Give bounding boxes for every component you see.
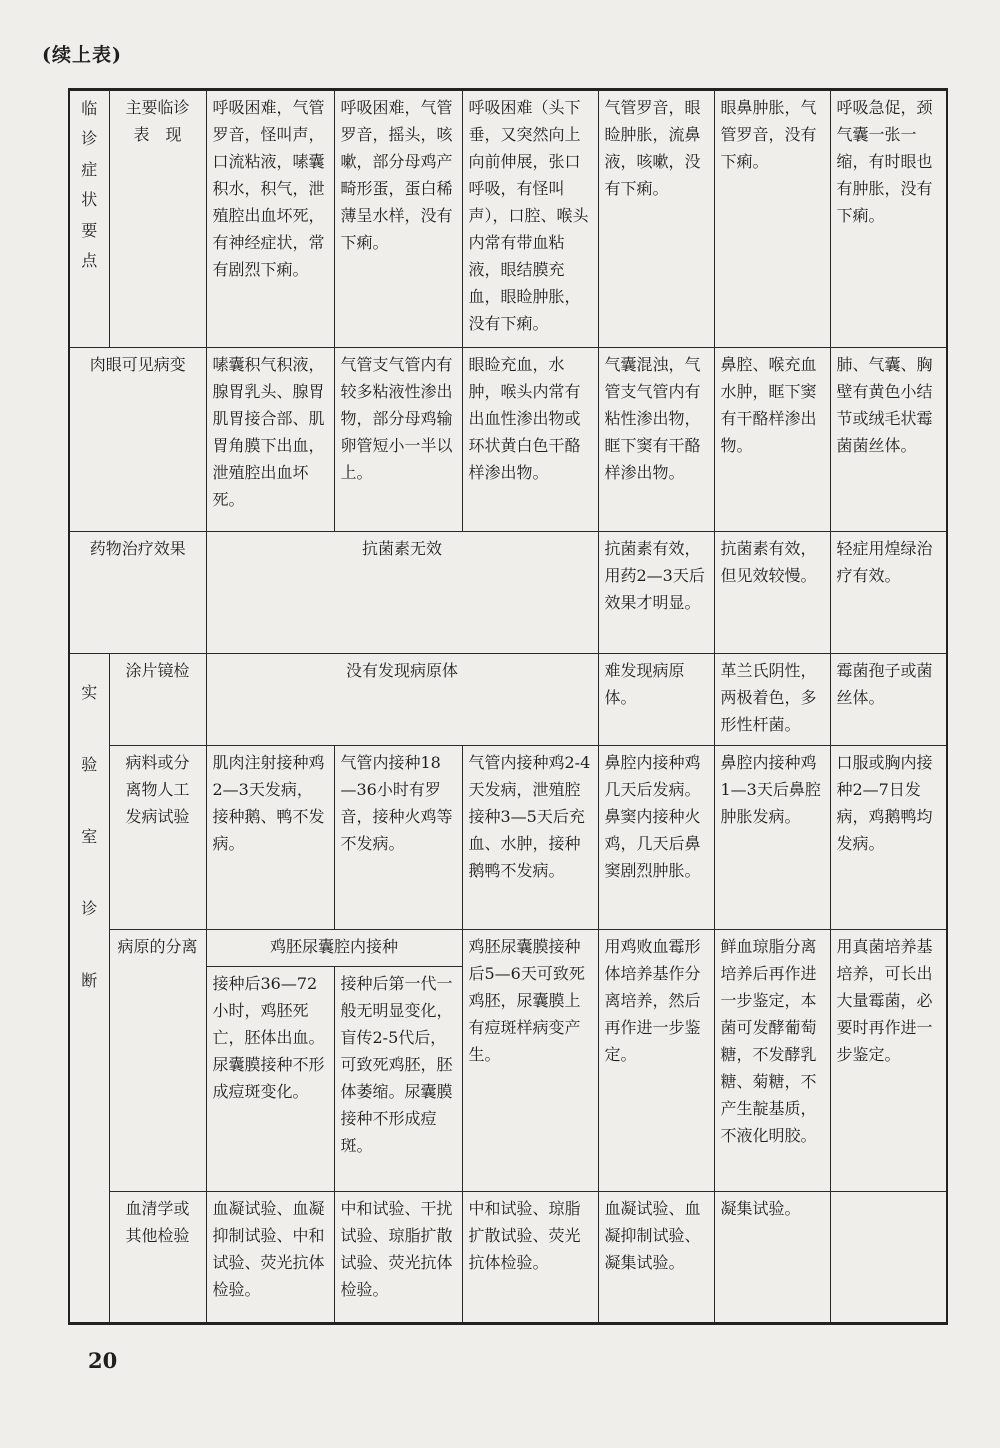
infection-label: 病料或分 离物人工 发病试验: [109, 746, 206, 930]
table-cell: [830, 1192, 947, 1324]
table-cell: 用鸡败血霉形体培养基作分离培养，然后再作进一步鉴定。: [598, 930, 714, 1192]
table-cell: 接种后36—72小时，鸡胚死亡，胚体出血。尿囊膜接种不形成痘斑变化。: [206, 967, 334, 1192]
smear-label: 涂片镜检: [109, 654, 206, 746]
table-cell: 革兰氏阴性，两极着色，多形性杆菌。: [714, 654, 830, 746]
isolation-sub-header: 鸡胚尿囊腔内接种: [206, 930, 462, 967]
smear-row: [69, 654, 947, 746]
table-cell: 抗菌素有效，用药2—3天后效果才明显。: [598, 532, 714, 654]
smear-span-text: 没有发现病原体: [206, 654, 598, 746]
table-cell: 凝集试验。: [714, 1192, 830, 1324]
table-cell: 轻症用煌绿治疗有效。: [830, 532, 947, 654]
table-cell: 鼻腔、喉充血水肿，眶下窦有干酪样渗出物。: [714, 348, 830, 532]
drug-label: 药物治疗效果: [69, 532, 206, 654]
table-cell: 眼睑充血，水肿，喉头内常有出血性渗出物或环状黄白色干酪样渗出物。: [462, 348, 598, 532]
table-cell: 呼吸困难（头下垂，又突然向上向前伸展，张口呼吸，有怪叫声），口腔、喉头内常有带血粘液，眼结膜充血，眼睑肿胀，没有下痢。: [462, 90, 598, 348]
table-cell: 气管内接种鸡2-4天发病，泄殖腔接种3—5天后充血、水肿，接种鹅鸭不发病。: [462, 746, 598, 930]
table-cell: 鼻腔内接种鸡1—3天后鼻腔肿胀发病。: [714, 746, 830, 930]
isolation-row: [69, 930, 947, 967]
lesions-label: 肉眼可见病变: [69, 348, 206, 532]
table-cell: 抗菌素有效，但见效较慢。: [714, 532, 830, 654]
table-cell: 用真菌培养基培养，可长出大量霉菌，必要时再作进一步鉴定。: [830, 930, 947, 1192]
table-cell: 呼吸困难，气管罗音，怪叫声，口流粘液，嗉囊积水，积气，泄殖腔出血坏死，有神经症状，常有剧烈下痢。: [206, 90, 334, 348]
serology-label: 血清学或 其他检验: [109, 1192, 206, 1324]
infection-test-row: [69, 746, 947, 930]
table-cell: 眼鼻肿胀，气管罗音，没有下痢。: [714, 90, 830, 348]
table-cell: 气管罗音，眼睑肿胀，流鼻液，咳嗽，没有下痢。: [598, 90, 714, 348]
table-cell: 中和试验、干扰试验、琼脂扩散试验、荧光抗体检验。: [334, 1192, 462, 1324]
drug-effect-row: [69, 532, 947, 654]
table-cell: 呼吸急促，颈气囊一张一缩，有时眼也有肿胀，没有下痢。: [830, 90, 947, 348]
table-cell: 血凝试验、血凝抑制试验、凝集试验。: [598, 1192, 714, 1324]
table-cell: 气囊混浊，气管支气管内有粘性渗出物，眶下窦有干酪样渗出物。: [598, 348, 714, 532]
lab-group-label: 实 验 室 诊 断: [69, 654, 109, 1324]
table-cell: 鲜血琼脂分离培养后再作进一步鉴定，本菌可发酵葡萄糖，不发酵乳糖、菊糖，不产生靛基质，不液化明胶。: [714, 930, 830, 1192]
clinical-group-label: 临 诊 症 状 要 点: [69, 90, 109, 348]
table-cell: 呼吸困难，气管罗音，摇头，咳嗽，部分母鸡产畸形蛋，蛋白稀薄呈水样，没有下痢。: [334, 90, 462, 348]
table-cell: 难发现病原体。: [598, 654, 714, 746]
serology-row: [69, 1192, 947, 1324]
drug-span-text: 抗菌素无效: [206, 532, 598, 654]
table-cell: 鸡胚尿囊膜接种后5—6天可致死鸡胚，尿囊膜上有痘斑样病变产生。: [462, 930, 598, 1192]
table-cell: 肺、气囊、胸壁有黄色小结节或绒毛状霉菌菌丝体。: [830, 348, 947, 532]
table-cell: 接种后第一代一般无明显变化，盲传2-5代后，可致死鸡胚，胚体萎缩。尿囊膜接种不形成痘斑。: [334, 967, 462, 1192]
table-cell: 霉菌孢子或菌丝体。: [830, 654, 947, 746]
clinical-sub-label: 主要临诊 表 现: [109, 90, 206, 348]
table-cell: 肌肉注射接种鸡2—3天发病，接种鹅、鸭不发病。: [206, 746, 334, 930]
table-cell: 鼻腔内接种鸡几天后发病。鼻窦内接种火鸡，几天后鼻窦剧烈肿胀。: [598, 746, 714, 930]
table-cell: 中和试验、琼脂扩散试验、荧光抗体检验。: [462, 1192, 598, 1324]
table-cell: 气管支气管内有较多粘液性渗出物，部分母鸡输卵管短小一半以上。: [334, 348, 462, 532]
table-cell: 血凝试验、血凝抑制试验、中和试验、荧光抗体检验。: [206, 1192, 334, 1324]
table-cell: 气管内接种18—36小时有罗音，接种火鸡等不发病。: [334, 746, 462, 930]
isolation-label: 病原的分离: [109, 930, 206, 1192]
gross-lesions-row: [69, 348, 947, 532]
page-number: 20: [88, 1348, 118, 1373]
table-cell: 嗉囊积气积液，腺胃乳头、腺胃肌胃接合部、肌胃角膜下出血，泄殖腔出血坏死。: [206, 348, 334, 532]
table-cell: 口服或胸内接种2—7日发病，鸡鹅鸭均发病。: [830, 746, 947, 930]
disease-comparison-table: [68, 88, 948, 1325]
page-header: (续上表): [42, 44, 122, 66]
clinical-signs-row: [69, 90, 947, 348]
